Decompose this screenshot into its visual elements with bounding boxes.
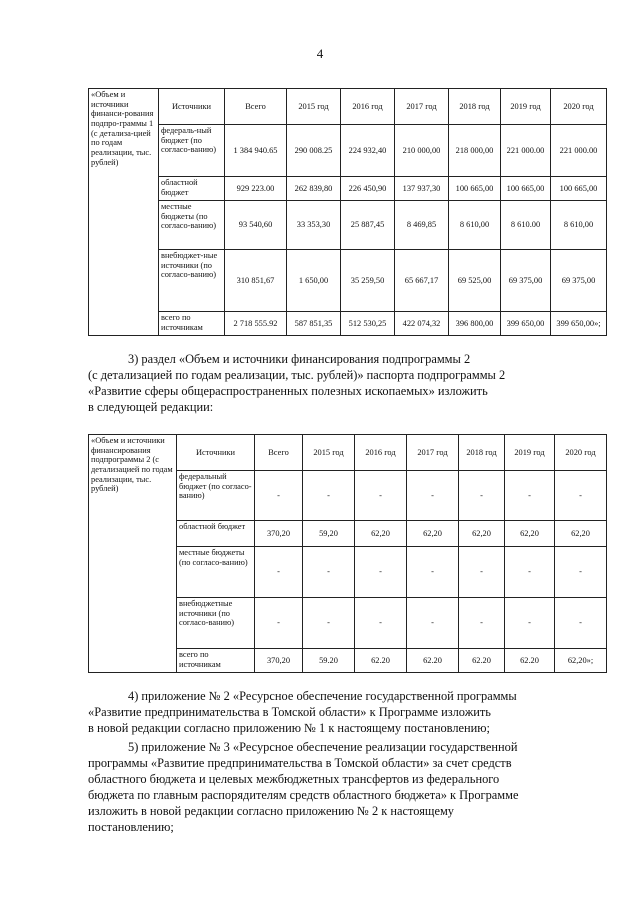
source-cell: областной бюджет (159, 177, 225, 201)
value-cell: 262 839,80 (287, 177, 341, 201)
value-cell: 210 000,00 (395, 125, 449, 177)
value-cell: 62.20 (459, 649, 505, 673)
value-cell: 35 259,50 (341, 250, 395, 312)
header-2016: 2016 год (355, 435, 407, 471)
paragraph-line: 5) приложение № 3 «Ресурсное обеспечение реализации государственной (128, 740, 518, 754)
table-row (89, 201, 607, 250)
value-cell: 587 851,35 (287, 312, 341, 336)
value-cell: 69 375,00 (551, 250, 607, 312)
header-sources: Источники (159, 89, 225, 125)
paragraph-line: в новой редакции согласно приложению № 1 к настоящему постановлению; (88, 721, 491, 735)
value-cell: - (555, 471, 607, 521)
table-header-row (89, 435, 607, 471)
funding-table-subprogram-1 (88, 88, 607, 336)
value-cell: - (459, 598, 505, 649)
value-cell: - (505, 547, 555, 598)
value-cell: - (407, 547, 459, 598)
paragraph-line: областного бюджета и целевых межбюджетных трансфертов из федерального (88, 772, 500, 786)
value-cell: 62,20 (407, 521, 459, 547)
value-cell: 399 650,00»; (551, 312, 607, 336)
paragraph-line: бюджета по главным распорядителям средств областного бюджета» к Программе (88, 788, 519, 802)
header-2019: 2019 год (501, 89, 551, 125)
paragraph-line: изложить в новой редакции согласно приложению № 2 к настоящему (88, 804, 454, 818)
header-2017: 2017 год (407, 435, 459, 471)
table-row-label: «Объем и источники финанси-рования подпро-граммы 1 (с детализа-цией по годам реализации, тыс. рублей) (89, 89, 159, 336)
header-total: Всего (255, 435, 303, 471)
header-2019: 2019 год (505, 435, 555, 471)
value-cell: 33 353,30 (287, 201, 341, 250)
source-cell: федераль-ный бюджет (по согласо-ванию) (159, 125, 225, 177)
value-cell: 59,20 (303, 521, 355, 547)
value-cell: 929 223.00 (225, 177, 287, 201)
value-cell: 226 450,90 (341, 177, 395, 201)
value-cell: 218 000,00 (449, 125, 501, 177)
paragraph-4 (88, 688, 603, 736)
source-cell: местные бюджеты (по согласо-ванию) (177, 547, 255, 598)
value-cell: 59.20 (303, 649, 355, 673)
value-cell: 62,20 (459, 521, 505, 547)
value-cell: - (303, 471, 355, 521)
value-cell: 69 525,00 (449, 250, 501, 312)
value-cell: - (255, 547, 303, 598)
value-cell: 62,20»; (555, 649, 607, 673)
paragraph-line: программы «Развитие предпринимательства в Томской области» за счет средств (88, 756, 512, 770)
table-row (89, 177, 607, 201)
source-cell: внебюджет-ные источники (по согласо-ванию) (159, 250, 225, 312)
value-cell: 100 665,00 (501, 177, 551, 201)
paragraph-line: 3) раздел «Объем и источники финансирования подпрограммы 2 (128, 352, 471, 366)
value-cell: - (505, 471, 555, 521)
table-row (89, 125, 607, 177)
header-2015: 2015 год (303, 435, 355, 471)
table-row-label: «Объем и источники финансирования подпрограммы 2 (с детализацией по годам реализации, тыс. рублей) (89, 435, 177, 673)
value-cell: 8 610.00 (501, 201, 551, 250)
value-cell: 422 074,32 (395, 312, 449, 336)
paragraph-line: 4) приложение № 2 «Ресурсное обеспечение государственной программы (128, 689, 517, 703)
source-cell: местные бюджеты (по согласо-ванию) (159, 201, 225, 250)
header-sources: Источники (177, 435, 255, 471)
value-cell: - (459, 547, 505, 598)
value-cell: 100 665,00 (449, 177, 501, 201)
source-cell: внебюджетные источники (по согласо-ванию) (177, 598, 255, 649)
value-cell: - (255, 598, 303, 649)
value-cell: - (555, 547, 607, 598)
source-cell: областной бюджет (177, 521, 255, 547)
table-header-row (89, 89, 607, 125)
paragraph-5 (88, 739, 603, 835)
value-cell: 221 000.00 (551, 125, 607, 177)
paragraph-line: в следующей редакции: (88, 400, 214, 414)
value-cell: - (303, 598, 355, 649)
value-cell: 65 667,17 (395, 250, 449, 312)
funding-table-subprogram-2 (88, 434, 607, 673)
value-cell: 25 887,45 (341, 201, 395, 250)
value-cell: 100 665,00 (551, 177, 607, 201)
paragraph-line: «Развитие предпринимательства в Томской области» к Программе изложить (88, 705, 491, 719)
source-cell: федеральный бюджет (по согласо-ванию) (177, 471, 255, 521)
table-row (89, 250, 607, 312)
paragraph-line: постановлению; (88, 820, 174, 834)
value-cell: 2 718 555.92 (225, 312, 287, 336)
value-cell: 62.20 (407, 649, 459, 673)
table-row-total (89, 312, 607, 336)
value-cell: 221 000.00 (501, 125, 551, 177)
value-cell: 1 384 940.65 (225, 125, 287, 177)
source-cell: всего по источникам (177, 649, 255, 673)
header-2015: 2015 год (287, 89, 341, 125)
value-cell: - (407, 471, 459, 521)
value-cell: - (355, 471, 407, 521)
value-cell: 62,20 (355, 521, 407, 547)
header-2017: 2017 год (395, 89, 449, 125)
value-cell: 62.20 (355, 649, 407, 673)
value-cell: - (505, 598, 555, 649)
value-cell: - (459, 471, 505, 521)
value-cell: 62,20 (555, 521, 607, 547)
value-cell: - (355, 547, 407, 598)
value-cell: 1 650,00 (287, 250, 341, 312)
value-cell: 396 800,00 (449, 312, 501, 336)
header-2016: 2016 год (341, 89, 395, 125)
value-cell: 224 932,40 (341, 125, 395, 177)
value-cell: 8 469,85 (395, 201, 449, 250)
value-cell: 137 937,30 (395, 177, 449, 201)
value-cell: 8 610,00 (551, 201, 607, 250)
value-cell: 93 540,60 (225, 201, 287, 250)
value-cell: - (255, 471, 303, 521)
header-2020: 2020 год (555, 435, 607, 471)
value-cell: 399 650,00 (501, 312, 551, 336)
header-2018: 2018 год (459, 435, 505, 471)
value-cell: 8 610,00 (449, 201, 501, 250)
value-cell: - (555, 598, 607, 649)
value-cell: 512 530,25 (341, 312, 395, 336)
value-cell: 62.20 (505, 649, 555, 673)
value-cell: - (303, 547, 355, 598)
value-cell: 69 375,00 (501, 250, 551, 312)
header-2018: 2018 год (449, 89, 501, 125)
paragraph-line: (с детализацией по годам реализации, тыс. рублей)» паспорта подпрограммы 2 (88, 368, 506, 382)
header-2020: 2020 год (551, 89, 607, 125)
value-cell: 370,20 (255, 649, 303, 673)
value-cell: 62,20 (505, 521, 555, 547)
paragraph-line: «Развитие сферы общераспространенных полезных ископаемых» изложить (88, 384, 488, 398)
paragraph-3 (88, 351, 603, 415)
value-cell: - (407, 598, 459, 649)
source-cell: всего по источникам (159, 312, 225, 336)
value-cell: 310 851,67 (225, 250, 287, 312)
value-cell: 290 008.25 (287, 125, 341, 177)
value-cell: 370,20 (255, 521, 303, 547)
page-number: 4 (316, 46, 324, 61)
header-total: Всего (225, 89, 287, 125)
value-cell: - (355, 598, 407, 649)
